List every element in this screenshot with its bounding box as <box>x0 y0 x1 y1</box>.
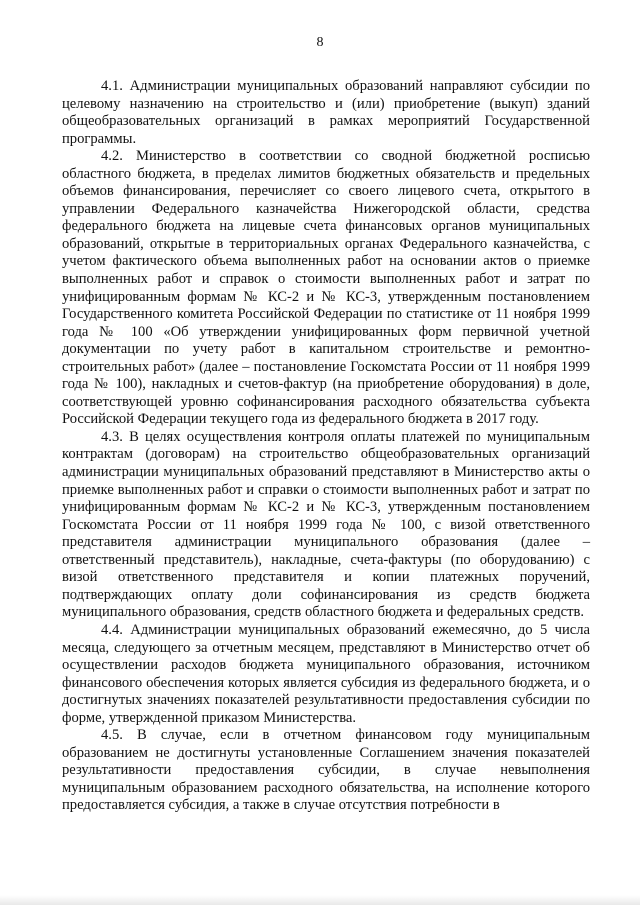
page-number: 8 <box>316 35 324 50</box>
paragraph-4-5: 4.5. В случае, если в отчетном финансовом году муниципальным образованием не достигнуты установленные Соглашением значения показателей результативности предоставления субсидии, в случае невыполнения муниципальным образованием расходного обязательства, на исполнение которого предоставляется субсидия, а также в случае отсутствия потребности в <box>62 727 590 814</box>
page-bottom-edge <box>0 895 640 905</box>
paragraph-4-2: 4.2. Министерство в соответствии со сводной бюджетной росписью областного бюджета, в пределах лимитов бюджетных обязательств и предельных объемов финансирования, перечисляет со своего лицевого счета, открытого в управлении Федерального казначейства Нижегородской области, средства федерального бюджета на лицевые счета финансовых органов муниципальных образований, открытые в территориальных органах Федерального казначейства, с учетом фактического объема выполненных работ на основании актов о приемке выполненных работ и справок о стоимости выполненных работ и затрат по унифицированным формам № КС-2 и № КС-3, утвержденным постановлением Государственного комитета Российской Федерации по статистике от 11 ноября 1999 года № 100 «Об утверждении унифицированных форм первичной учетной документации по учету работ в капитальном строительстве и ремонтно-строительных работ» (далее – постановление Госкомстата России от 11 ноября 1999 года № 100), накладных и счетов-фактур (на приобретение оборудования) в доле, соответствующей уровню софинансирования расходного обязательства субъекта Российской Федерации текущего года из федерального бюджета в 2017 году. <box>62 148 590 428</box>
document-body <box>62 78 590 815</box>
paragraph-4-3: 4.3. В целях осуществления контроля оплаты платежей по муниципальным контрактам (договорам) на строительство общеобразовательных организаций администрации муниципальных образований представляют в Министерство акты о приемке выполненных работ и справки о стоимости выполненных работ и затрат по унифицированным формам № КС-2 и № КС-3, утвержденным постановлением Госкомстата России от 11 ноября 1999 года № 100, с визой ответственного представителя администрации муниципального образования (далее – ответственный представитель), накладные, счета-фактуры (по оборудованию) с визой ответственного представителя и копии платежных поручений, подтверждающих оплату доли софинансирования из средств бюджета муниципального образования, средств областного бюджета и федеральных средств. <box>62 428 590 621</box>
paragraph-4-4: 4.4. Администрации муниципальных образований ежемесячно, до 5 числа месяца, следующего за отчетным месяцем, представляют в Министерство отчет об осуществлении расходов бюджета муниципального образования, источником финансового обеспечения которых является субсидия из федерального бюджета, и о достигнутых значениях показателей результативности предоставления субсидии по форме, утвержденной приказом Министерства. <box>62 621 590 726</box>
paragraph-4-1: 4.1. Администрации муниципальных образований направляют субсидии по целевому назначению на строительство и (или) приобретение (выкуп) зданий общеобразовательных организаций в рамках мероприятий Государственной программы. <box>62 78 590 147</box>
